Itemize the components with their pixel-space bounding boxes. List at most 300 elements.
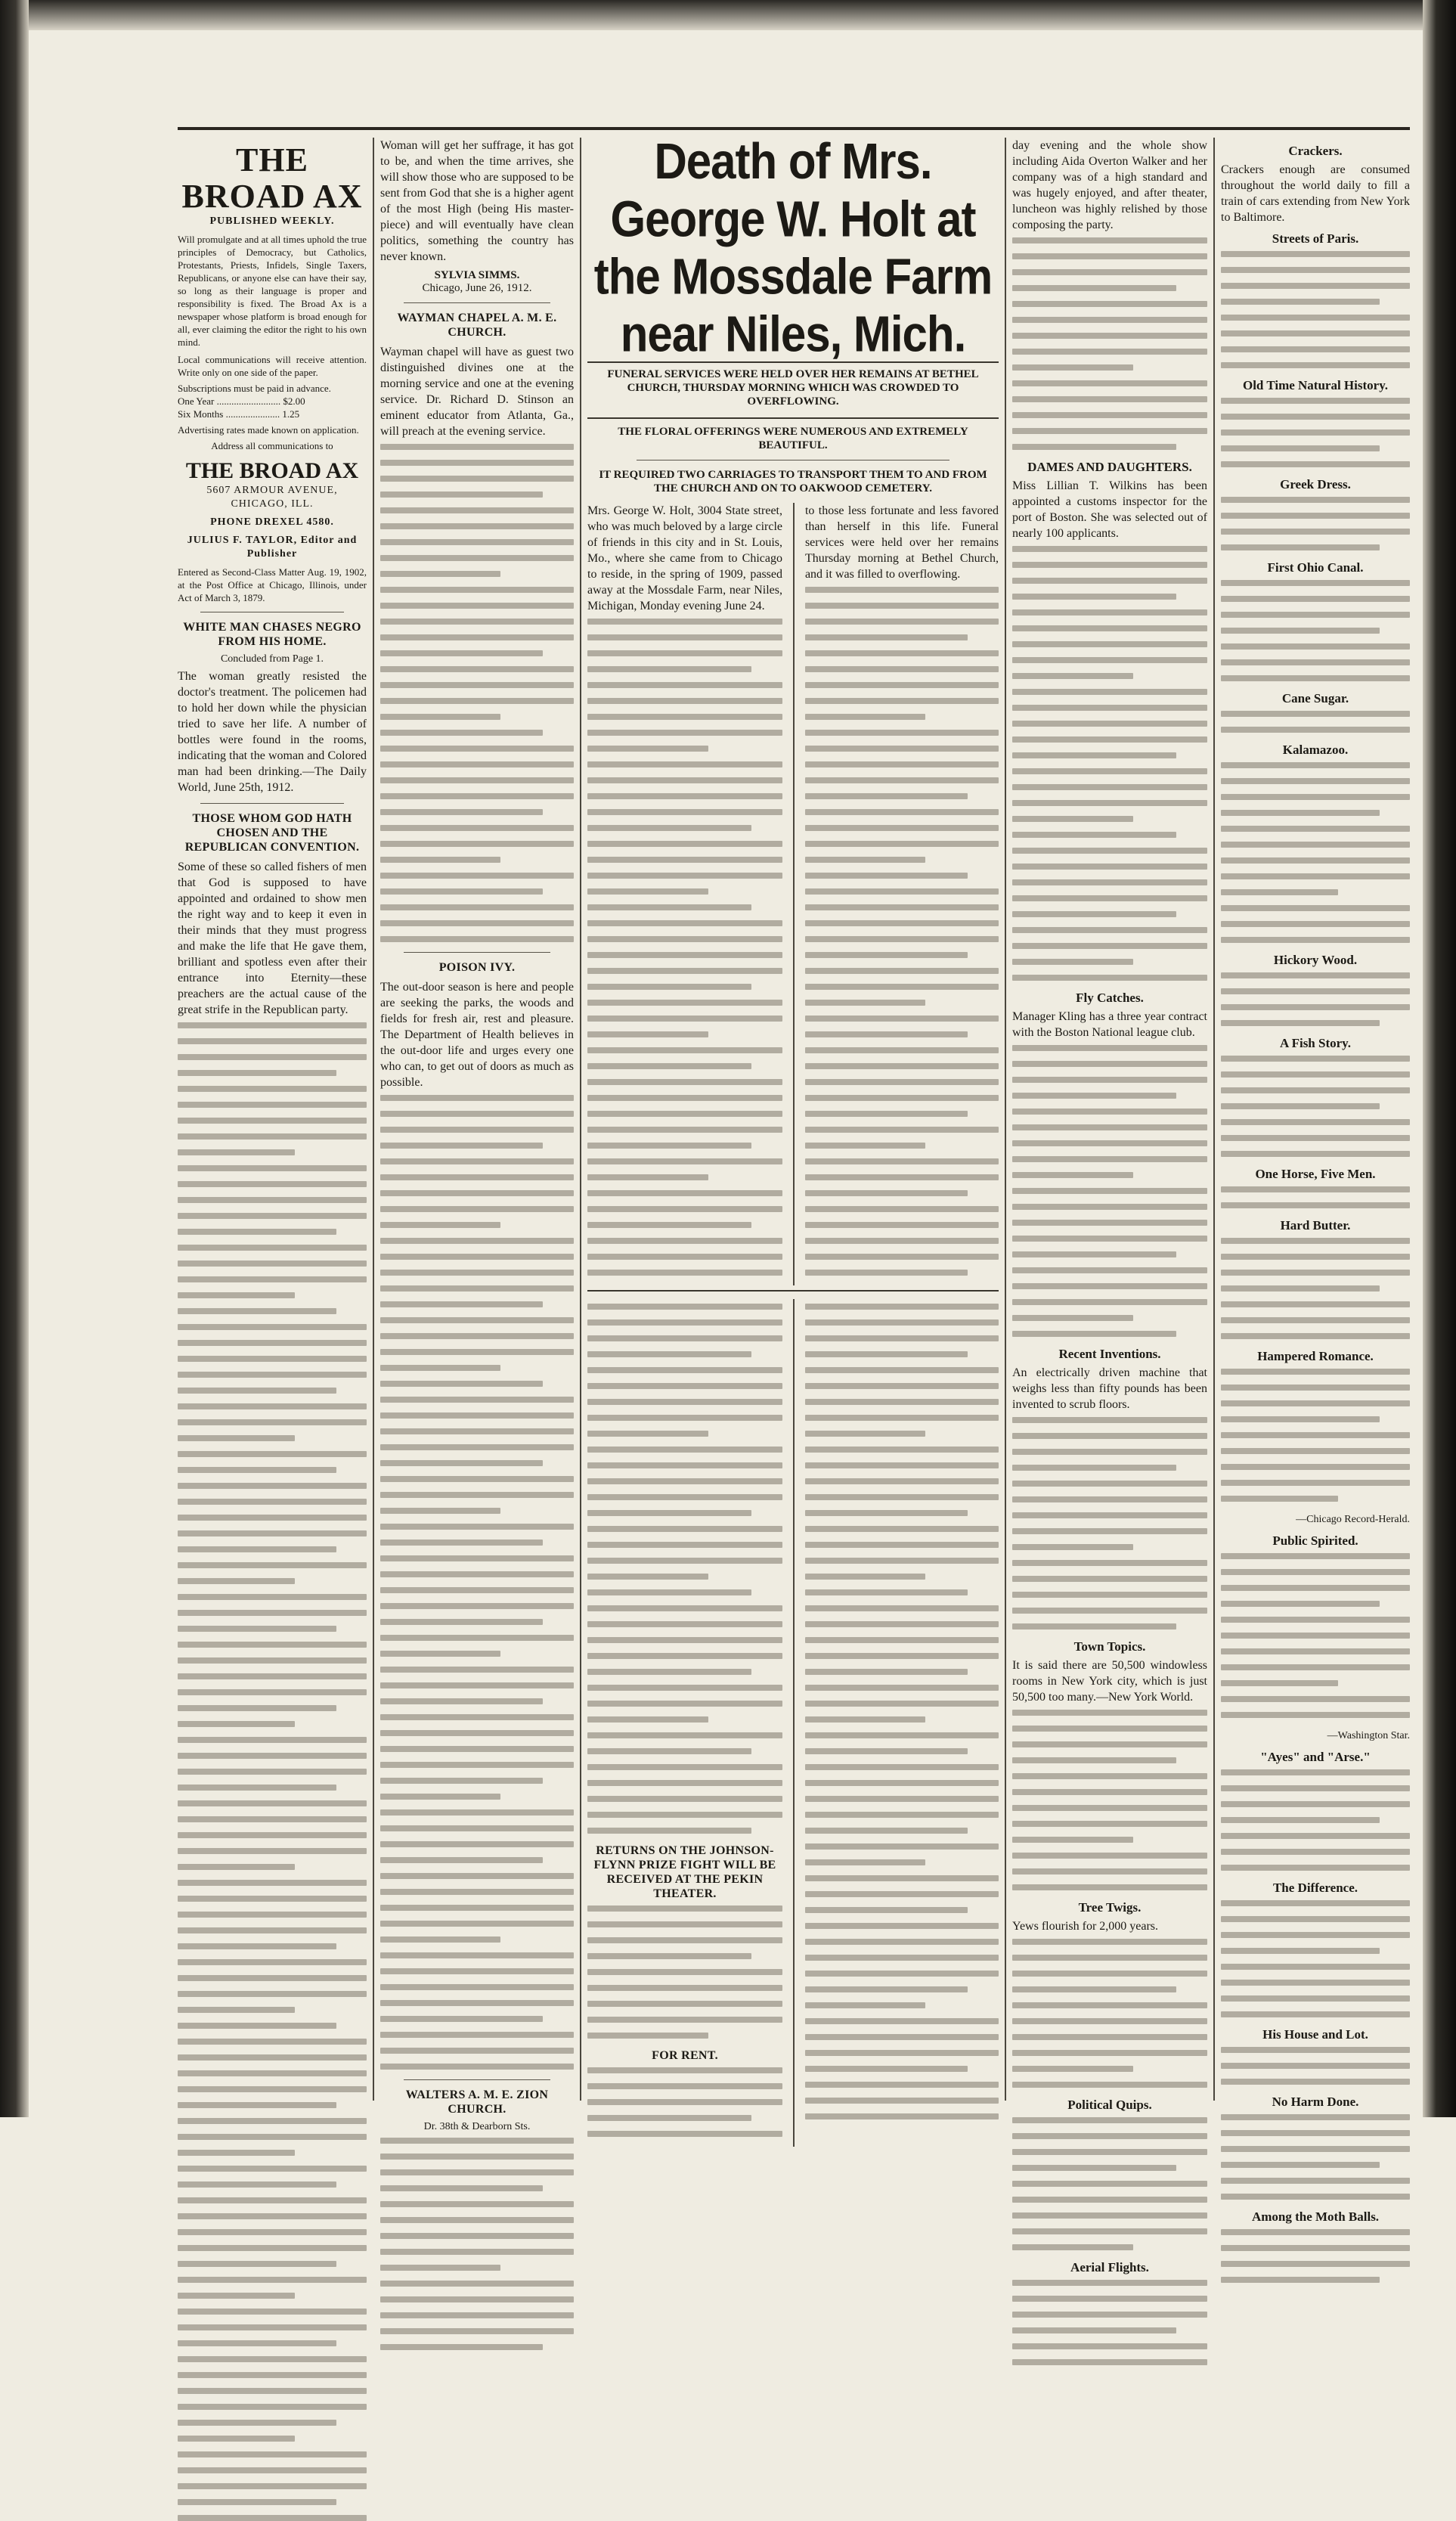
published-weekly: PUBLISHED WEEKLY. xyxy=(209,216,335,227)
text-line xyxy=(178,2499,336,2505)
article-body: Some of these so called fishers of men that God is supposed to have appointed and ordained to show men the right way and to keep it even in their minds that they must progress and make the life that He gave them, brilliant and spotless even after their entrance into Eternity—these preachers are the actual cause of the great strife in the Republican party. xyxy=(178,860,367,1016)
text-line xyxy=(587,1921,782,1927)
text-line xyxy=(1012,2034,1207,2040)
text-line xyxy=(380,507,574,513)
text-line xyxy=(178,1737,367,1743)
text-line xyxy=(1012,1939,1207,1945)
lead-headline: Death of Mrs. George W. Holt at the Mossdale Farm near Niles, Mich. xyxy=(593,132,993,363)
text-line xyxy=(805,1415,999,1421)
text-line xyxy=(380,2265,500,2271)
text-line xyxy=(1012,1124,1207,1130)
section-heading: Greek Dress. xyxy=(1280,477,1351,491)
text-line xyxy=(587,1222,751,1228)
text-line xyxy=(1012,1884,1207,1890)
text-line xyxy=(178,1292,295,1298)
text-line xyxy=(1221,1849,1410,1855)
article-body: The out-door season is here and people are seeking the parks, the woods and fields for fresh air, rest and pleasure. The Department of Health believes in the out-door life and urges every one who can, to get out of doors as much as possible. xyxy=(380,981,574,1089)
text-line xyxy=(380,2032,574,2038)
text-line xyxy=(1221,1648,1410,1654)
text-line xyxy=(380,2249,574,2255)
text-line xyxy=(380,1952,574,1958)
text-line xyxy=(178,1705,336,1711)
text-line xyxy=(1221,1496,1338,1502)
text-line xyxy=(1012,689,1207,695)
column-5 xyxy=(1221,138,1410,2224)
text-line xyxy=(587,1510,751,1516)
section-heading: Aerial Flights. xyxy=(1070,2260,1149,2274)
text-line xyxy=(178,2483,367,2489)
text-line xyxy=(1221,972,1410,978)
text-line xyxy=(1012,959,1133,965)
text-line xyxy=(1012,1315,1133,1321)
text-line xyxy=(805,1510,968,1516)
text-placeholder xyxy=(1012,1045,1207,1337)
text-line xyxy=(1221,1151,1410,1157)
text-line xyxy=(1012,2165,1176,2171)
text-line xyxy=(178,1102,367,1108)
text-placeholder xyxy=(805,1304,999,2119)
text-line xyxy=(1221,2277,1380,2283)
text-line xyxy=(587,1937,782,1943)
text-placeholder xyxy=(1012,546,1207,981)
text-placeholder xyxy=(1012,237,1207,450)
separator xyxy=(200,803,344,804)
text-line xyxy=(805,1764,999,1770)
text-line xyxy=(1221,810,1380,816)
text-line xyxy=(380,1222,500,1228)
text-line xyxy=(1012,2312,1207,2318)
text-line xyxy=(380,1825,574,1831)
text-line xyxy=(380,634,574,640)
text-line xyxy=(380,1095,574,1101)
lead-deck: FUNERAL SERVICES WERE HELD OVER HER REMAINS AT BETHEL CHURCH, THURSDAY MORNING WHICH WAS CROWDED TO OVERFLOWING. xyxy=(607,368,979,408)
text-line xyxy=(1012,2181,1207,2187)
text-line xyxy=(1221,1801,1410,1807)
text-placeholder xyxy=(1012,2117,1207,2250)
text-line xyxy=(587,1764,782,1770)
text-line xyxy=(380,1936,500,1943)
masthead-notice: Local communications will receive attention. Write only on one side of the paper. xyxy=(178,354,367,378)
text-line xyxy=(1221,2047,1410,2053)
text-line xyxy=(1012,2280,1207,2286)
text-line xyxy=(1221,1601,1380,1607)
text-line xyxy=(1012,1188,1207,1194)
text-line xyxy=(178,1308,336,1314)
text-line xyxy=(1012,848,1207,854)
text-line xyxy=(380,1746,574,1752)
text-line xyxy=(587,1047,782,1053)
text-line xyxy=(805,1351,968,1357)
text-line xyxy=(587,2017,782,2023)
text-line xyxy=(380,1476,574,1482)
text-line xyxy=(380,2064,574,2070)
text-line xyxy=(805,1238,999,1244)
text-line xyxy=(178,1594,367,1600)
text-line xyxy=(587,1669,751,1675)
text-line xyxy=(587,873,782,879)
text-line xyxy=(1012,546,1207,552)
text-line xyxy=(1012,879,1207,885)
text-line xyxy=(1012,864,1207,870)
text-placeholder xyxy=(1221,2047,1410,2085)
text-line xyxy=(805,1478,999,1484)
text-line xyxy=(380,1889,574,1895)
text-line xyxy=(1221,2011,1410,2017)
text-line xyxy=(380,1555,574,1561)
text-line xyxy=(805,984,999,990)
text-line xyxy=(587,746,708,752)
text-line xyxy=(805,904,999,910)
text-line xyxy=(587,2033,708,2039)
section-heading: Hard Butter. xyxy=(1280,1218,1351,1233)
masthead-intro: Will promulgate and at all times uphold the true principles of Democracy, but Catholics, Protestants, Priests, Infidels, Single Taxers, Republicans, or anyone else can have their say, so long as their language is proper and responsibility is fixed. The Broad Ax is a newspaper whose platform is broad enough for all, ever claiming the editor the right to his own mind. xyxy=(178,234,367,348)
text-line xyxy=(1221,2229,1410,2235)
column-rule xyxy=(580,138,581,2101)
text-line xyxy=(587,2115,751,2121)
text-line xyxy=(380,2016,543,2022)
text-line xyxy=(1012,428,1207,434)
text-line xyxy=(380,873,574,879)
text-line xyxy=(178,1562,367,1568)
text-line xyxy=(380,825,574,831)
text-line xyxy=(1012,625,1207,631)
text-line xyxy=(178,1324,367,1330)
text-line xyxy=(805,1254,999,1260)
text-line xyxy=(805,1780,999,1786)
text-line xyxy=(805,2066,968,2072)
text-line xyxy=(1012,578,1207,584)
text-line xyxy=(1012,1236,1207,1242)
text-line xyxy=(587,952,782,958)
text-line xyxy=(380,1143,543,1149)
text-line xyxy=(1012,1061,1207,1067)
text-line xyxy=(587,1367,782,1373)
section-heading: Hampered Romance. xyxy=(1257,1349,1374,1363)
text-line xyxy=(587,1812,782,1818)
text-line xyxy=(380,1762,574,1768)
text-line xyxy=(380,571,500,577)
text-line xyxy=(1221,414,1410,420)
lead-body: Mrs. George W. Holt, 3004 State street, who was much beloved by a large circle of friends in this city and in St. Louis, Mo., where she came from to Chicago to reside, in the spring of 1909, passed away at the Mossdale Farm, near Niles, Michigan, Monday evening June 24. xyxy=(587,504,782,612)
text-line xyxy=(805,936,999,942)
text-line xyxy=(805,1669,968,1675)
text-line xyxy=(1012,1331,1176,1337)
text-line xyxy=(1012,412,1207,418)
text-line xyxy=(380,682,574,688)
text-line xyxy=(380,1111,574,1117)
text-line xyxy=(587,1701,782,1707)
text-line xyxy=(587,1953,751,1959)
text-line xyxy=(805,825,999,831)
text-line xyxy=(178,1149,295,1155)
text-line xyxy=(1012,1465,1176,1471)
text-line xyxy=(1221,826,1410,832)
text-line xyxy=(587,1685,782,1691)
article-heading: FOR RENT. xyxy=(652,2049,718,2062)
text-line xyxy=(1221,1087,1410,1093)
text-line xyxy=(805,587,999,593)
text-line xyxy=(805,809,999,815)
text-line xyxy=(380,555,574,561)
text-line xyxy=(587,1238,782,1244)
text-line xyxy=(380,888,543,895)
text-line xyxy=(805,1732,999,1738)
text-line xyxy=(805,761,999,767)
text-line xyxy=(587,1031,708,1037)
text-line xyxy=(1012,2212,1207,2219)
text-line xyxy=(1012,1449,1207,1455)
text-line xyxy=(1012,721,1207,727)
text-placeholder xyxy=(1012,1939,1207,2088)
text-line xyxy=(178,2293,295,2299)
signature: SYLVIA SIMMS. xyxy=(434,269,520,281)
text-placeholder xyxy=(1221,497,1410,550)
text-line xyxy=(1221,2162,1380,2168)
text-line xyxy=(1221,1712,1410,1718)
text-line xyxy=(587,1637,782,1643)
text-line xyxy=(805,857,925,863)
text-line xyxy=(587,1431,708,1437)
text-line xyxy=(587,761,782,767)
text-line xyxy=(380,1682,574,1688)
text-line xyxy=(587,1969,782,1975)
article-body: Woman will get her suffrage, it has got to be, and when the time arrives, she will show those who are supposed to be sent from God that she is a higher agent of the most High (being His master-piece) and will eventually have clean politics, something the country has never known. xyxy=(380,139,574,263)
text-line xyxy=(1012,1837,1133,1843)
text-line xyxy=(1012,1757,1176,1763)
text-line xyxy=(1221,842,1410,848)
text-line xyxy=(1221,1569,1410,1575)
text-line xyxy=(1012,800,1207,806)
text-line xyxy=(1221,330,1410,336)
text-line xyxy=(178,2309,367,2315)
section-heading: First Ohio Canal. xyxy=(1267,560,1364,575)
text-line xyxy=(1221,873,1410,879)
dateline: Chicago, June 26, 1912. xyxy=(422,282,532,294)
text-line xyxy=(805,619,999,625)
text-line xyxy=(805,1621,999,1627)
article-subheading: Concluded from Page 1. xyxy=(220,653,324,665)
text-line xyxy=(587,1127,782,1133)
text-line xyxy=(1221,1980,1410,1986)
text-line xyxy=(1012,1251,1176,1257)
text-line xyxy=(1012,1560,1207,1566)
section-heading: One Horse, Five Men. xyxy=(1255,1167,1376,1181)
text-line xyxy=(380,1540,543,1546)
text-line xyxy=(380,460,574,466)
text-line xyxy=(587,1462,782,1468)
text-placeholder xyxy=(1221,1900,1410,2017)
text-line xyxy=(1221,1254,1410,1260)
text-line xyxy=(805,650,999,656)
text-line xyxy=(380,1508,500,1514)
article-heading: WAYMAN CHAPEL A. M. E. CHURCH. xyxy=(397,312,557,339)
article-subheading: Dr. 38th & Dearborn Sts. xyxy=(423,2121,531,2132)
article-body: Miss Lillian T. Wilkins has been appointed a customs inspector for the port of Boston. She was selected out of nearly 100 applicants. xyxy=(1012,479,1207,540)
text-line xyxy=(1221,2194,1410,2200)
text-line xyxy=(380,1206,574,1212)
text-line xyxy=(178,2213,367,2219)
text-line xyxy=(805,1574,925,1580)
text-line xyxy=(805,1127,999,1133)
text-line xyxy=(587,619,782,625)
text-placeholder xyxy=(1221,1769,1410,1871)
text-line xyxy=(587,1796,782,1802)
text-line xyxy=(587,936,782,942)
text-placeholder xyxy=(1221,1553,1410,1718)
text-line xyxy=(1012,301,1207,307)
text-line xyxy=(1221,529,1410,535)
text-line xyxy=(178,1530,367,1536)
text-line xyxy=(1221,1480,1410,1486)
text-line xyxy=(1221,1916,1410,1922)
text-line xyxy=(805,1174,999,1180)
text-line xyxy=(380,793,574,799)
text-line xyxy=(178,2102,336,2108)
text-line xyxy=(587,1190,782,1196)
text-line xyxy=(1012,1805,1207,1811)
text-line xyxy=(587,2099,782,2105)
text-line xyxy=(587,1605,782,1611)
text-line xyxy=(1012,1481,1207,1487)
text-line xyxy=(1012,444,1176,450)
text-line xyxy=(178,1864,295,1870)
text-line xyxy=(178,1070,336,1076)
text-line xyxy=(1012,333,1207,339)
text-line xyxy=(587,777,782,783)
text-line xyxy=(805,1462,999,1468)
text-line xyxy=(380,904,574,910)
text-placeholder xyxy=(1012,1710,1207,1890)
text-line xyxy=(805,666,999,672)
text-line xyxy=(805,1716,925,1723)
text-line xyxy=(1221,1932,1410,1938)
text-line xyxy=(380,1285,574,1292)
text-line xyxy=(1012,1773,1207,1779)
text-line xyxy=(380,1651,500,1657)
text-line xyxy=(178,1626,336,1632)
text-line xyxy=(1012,2359,1207,2365)
text-line xyxy=(178,2039,367,2045)
text-placeholder xyxy=(587,1905,782,2039)
text-line xyxy=(587,825,751,831)
text-line xyxy=(178,1197,367,1203)
text-line xyxy=(178,2436,295,2442)
text-placeholder xyxy=(1221,580,1410,681)
text-line xyxy=(805,714,925,720)
text-placeholder xyxy=(1221,1369,1410,1502)
text-line xyxy=(587,1905,782,1912)
text-line xyxy=(805,1143,925,1149)
text-line xyxy=(1012,364,1133,371)
text-line xyxy=(1221,1696,1410,1702)
text-line xyxy=(1221,580,1410,586)
section-heading: The Difference. xyxy=(1272,1881,1358,1895)
text-line xyxy=(178,1896,367,1902)
text-line xyxy=(178,2356,367,2362)
text-line xyxy=(178,2245,367,2251)
text-line xyxy=(1012,1789,1207,1795)
text-line xyxy=(1012,1623,1176,1630)
text-line xyxy=(805,1843,999,1850)
text-line xyxy=(1221,1416,1380,1422)
section-heading: Hickory Wood. xyxy=(1273,953,1358,967)
text-line xyxy=(178,1499,367,1505)
rate-one-year: One Year .......................... $2.00 xyxy=(178,395,305,407)
text-line xyxy=(380,1428,574,1434)
text-line xyxy=(380,587,574,593)
text-line xyxy=(380,920,574,926)
text-line xyxy=(380,714,500,720)
text-line xyxy=(178,1245,367,1251)
text-line xyxy=(380,650,543,656)
text-line xyxy=(805,1190,968,1196)
text-line xyxy=(178,1467,336,1473)
text-line xyxy=(380,1873,574,1879)
text-placeholder xyxy=(1221,2114,1410,2200)
text-line xyxy=(178,1403,367,1409)
text-line xyxy=(178,1435,295,1441)
text-line xyxy=(1012,2066,1133,2072)
text-line xyxy=(587,1621,782,1627)
text-line xyxy=(1221,2178,1410,2184)
section-heading: Public Spirited. xyxy=(1272,1533,1358,1548)
text-line xyxy=(178,1800,367,1806)
text-line xyxy=(178,1991,367,1997)
text-line xyxy=(1012,237,1207,243)
text-placeholder xyxy=(1012,1417,1207,1630)
text-line xyxy=(805,1222,999,1228)
text-line xyxy=(178,2054,367,2061)
text-line xyxy=(805,1685,999,1691)
text-line xyxy=(805,2002,925,2008)
text-line xyxy=(1221,2245,1410,2251)
text-line xyxy=(178,2324,367,2330)
text-line xyxy=(178,1848,367,1854)
text-line xyxy=(1221,1680,1338,1686)
article-body: An electrically driven machine that weighs less than fifty pounds has been invented to scrub floors. xyxy=(1012,1366,1207,1411)
text-line xyxy=(587,714,782,720)
text-line xyxy=(805,1063,999,1069)
text-line xyxy=(587,666,751,672)
text-line xyxy=(1012,2050,1207,2056)
text-line xyxy=(380,761,574,767)
text-line xyxy=(805,1047,999,1053)
section-heading: DAMES AND DAUGHTERS. xyxy=(1027,460,1192,474)
text-line xyxy=(587,730,782,736)
text-line xyxy=(805,1000,925,1006)
text-line xyxy=(1012,736,1207,743)
text-line xyxy=(1221,1202,1410,1208)
text-line xyxy=(1221,1948,1380,1954)
text-line xyxy=(178,1975,367,1981)
text-line xyxy=(1012,2296,1207,2302)
section-heading: "Ayes" and "Arse." xyxy=(1260,1750,1371,1764)
text-line xyxy=(1012,2327,1176,2333)
text-line xyxy=(380,1190,574,1196)
separator xyxy=(404,2079,551,2080)
text-line xyxy=(805,952,968,958)
text-line xyxy=(1221,1769,1410,1775)
text-line xyxy=(805,1111,968,1117)
text-line xyxy=(178,1022,367,1028)
text-line xyxy=(380,1317,574,1323)
text-line xyxy=(178,1927,367,1933)
text-line xyxy=(805,2034,999,2040)
text-line xyxy=(805,1206,999,1212)
lead-body: to those less fortunate and less favored than herself in this life. Funeral services were held over her remains Thursday morning at Bethel Church, and it was filled to overflowing. xyxy=(804,504,999,581)
text-line xyxy=(1221,1553,1410,1559)
text-line xyxy=(587,1335,782,1341)
